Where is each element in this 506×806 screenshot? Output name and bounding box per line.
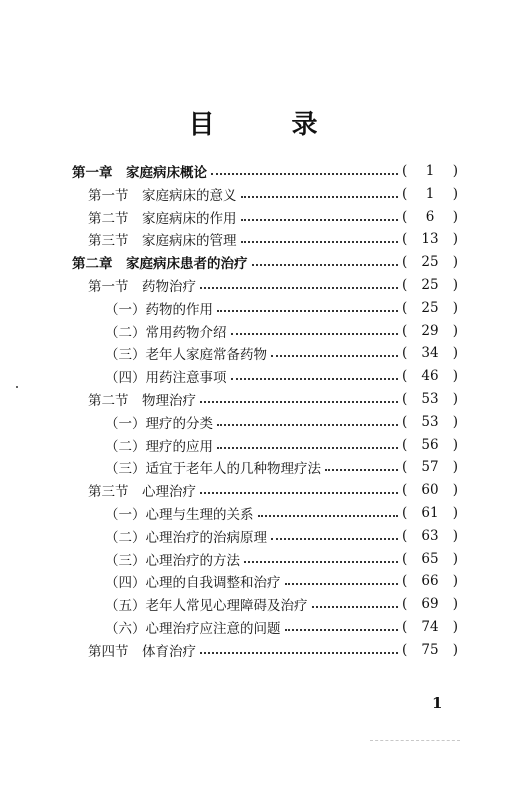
dot-leader <box>217 447 398 449</box>
open-paren: ( <box>402 436 408 453</box>
toc-entry-page-ref <box>402 231 458 247</box>
toc-entry-label: 第三节 家庭病床的管理 <box>88 233 237 250</box>
toc-entry-page-ref <box>402 482 458 498</box>
close-paren: ) <box>452 413 458 430</box>
dot-leader <box>325 469 398 471</box>
open-paren: ( <box>402 322 408 339</box>
close-paren: ) <box>452 163 458 179</box>
open-paren: ( <box>402 299 408 316</box>
toc-chapter-entry <box>72 251 458 273</box>
toc-entry-page-ref <box>402 596 458 612</box>
toc-entry-page-number: 69 <box>421 596 439 613</box>
toc-subsection-entry <box>105 456 458 478</box>
toc-subsection-entry <box>105 570 458 592</box>
open-paren: ( <box>402 641 408 658</box>
open-paren: ( <box>402 527 408 544</box>
toc-entry-page-number: 61 <box>421 505 439 521</box>
dot-leader <box>217 424 398 426</box>
toc-entry-page-number: 66 <box>421 573 439 590</box>
toc-section-entry <box>88 183 458 205</box>
close-paren: ) <box>452 505 458 521</box>
dot-leader <box>200 401 398 403</box>
toc-entry-page-ref <box>402 277 458 293</box>
toc-entry-page-ref <box>402 414 458 430</box>
toc-section-entry <box>88 388 458 410</box>
toc-subsection-entry <box>105 365 458 387</box>
toc-entry-label: （二）心理治疗的治病原理 <box>105 529 267 546</box>
open-paren: ( <box>402 208 408 225</box>
toc-subsection-entry <box>105 593 458 615</box>
toc-entry-label: 第四节 体育治疗 <box>88 643 196 660</box>
open-paren: ( <box>402 619 408 635</box>
open-paren: ( <box>402 459 408 476</box>
toc-entry-label: （三）心理治疗的方法 <box>105 552 240 569</box>
toc-entry-page-ref <box>402 437 458 453</box>
toc-entry-page-ref <box>402 573 458 589</box>
dot-leader <box>231 378 399 380</box>
toc-entry-label: （一）药物的作用 <box>105 301 213 318</box>
dot-leader <box>211 173 398 175</box>
open-paren: ( <box>402 231 408 248</box>
toc-entry-label: 第一节 家庭病床的意义 <box>88 187 237 204</box>
open-paren: ( <box>402 550 408 567</box>
toc-entry-page-number: 74 <box>421 619 439 635</box>
toc-subsection-entry <box>105 525 458 547</box>
close-paren: ) <box>452 619 458 635</box>
toc-entry-page-number: 53 <box>421 413 439 430</box>
dot-leader <box>271 538 398 540</box>
open-paren: ( <box>402 254 408 271</box>
dot-leader <box>217 310 398 312</box>
toc-subsection-entry <box>105 548 458 570</box>
close-paren: ) <box>452 573 458 590</box>
toc-entry-page-ref <box>402 300 458 316</box>
toc-subsection-entry <box>105 502 458 524</box>
toc-entry-page-number: 75 <box>421 641 439 658</box>
toc-entry-page-number: 57 <box>421 459 439 476</box>
toc-entry-label: （四）心理的自我调整和治疗 <box>105 575 281 592</box>
open-paren: ( <box>402 185 408 202</box>
toc-entry-page-number: 13 <box>421 231 439 248</box>
dot-leader <box>258 515 399 517</box>
toc-subsection-entry <box>105 616 458 638</box>
toc-entry-page-number: 56 <box>421 436 439 453</box>
toc-entry-page-number: 29 <box>421 322 439 339</box>
toc-entry-label: 第二章 家庭病床患者的治疗 <box>72 256 248 273</box>
toc-section-entry <box>88 639 458 661</box>
close-paren: ) <box>452 231 458 248</box>
toc-entry-label: （二）常用药物介绍 <box>105 324 227 341</box>
close-paren: ) <box>452 254 458 271</box>
toc-subsection-entry <box>105 342 458 364</box>
open-paren: ( <box>402 368 408 385</box>
open-paren: ( <box>402 505 408 521</box>
toc-entry-label: （三）老年人家庭常备药物 <box>105 347 267 364</box>
toc-entry-page-number: 1 <box>425 163 435 179</box>
toc-entry-label: （六）心理治疗应注意的问题 <box>105 621 281 637</box>
dot-leader <box>285 583 399 585</box>
toc-entry-page-ref <box>402 254 458 270</box>
toc-entry-page-ref <box>402 459 458 475</box>
close-paren: ) <box>452 368 458 385</box>
dot-leader <box>241 196 399 198</box>
toc-entry-page-ref <box>402 186 458 202</box>
close-paren: ) <box>452 641 458 658</box>
toc-entry-page-number: 25 <box>421 254 439 271</box>
open-paren: ( <box>402 163 408 179</box>
toc-entry-label: 第二节 物理治疗 <box>88 393 196 409</box>
toc-entry-page-ref <box>402 391 458 407</box>
toc-subsection-entry <box>105 297 458 319</box>
dot-leader <box>285 629 399 631</box>
close-paren: ) <box>452 436 458 453</box>
toc-entry-page-ref <box>402 209 458 225</box>
open-paren: ( <box>402 482 408 499</box>
close-paren: ) <box>452 482 458 499</box>
dot-leader <box>231 333 399 335</box>
dot-leader <box>200 287 398 289</box>
toc-entry-page-number: 6 <box>425 208 435 225</box>
toc-entry-page-ref <box>402 368 458 384</box>
close-paren: ) <box>452 345 458 362</box>
dot-leader <box>244 561 398 563</box>
toc-entry-page-ref <box>402 345 458 361</box>
toc-entry-label: （五）老年人常见心理障碍及治疗 <box>105 598 308 615</box>
open-paren: ( <box>402 573 408 590</box>
open-paren: ( <box>402 413 408 430</box>
close-paren: ) <box>452 299 458 316</box>
toc-section-entry <box>88 274 458 296</box>
dot-leader <box>241 219 399 221</box>
scan-artifact-line <box>370 740 460 741</box>
close-paren: ) <box>452 391 458 407</box>
toc-subsection-entry <box>105 411 458 433</box>
toc-entry-label: （四）用药注意事项 <box>105 370 227 387</box>
toc-entry-label: 第一章 家庭病床概论 <box>72 165 207 181</box>
close-paren: ) <box>452 208 458 225</box>
toc-subsection-entry <box>105 320 458 342</box>
close-paren: ) <box>452 550 458 567</box>
toc-entry-page-number: 65 <box>421 550 439 567</box>
toc-entry-page-number: 60 <box>421 482 439 499</box>
close-paren: ) <box>452 185 458 202</box>
toc-section-entry <box>88 228 458 250</box>
toc-entry-page-number: 63 <box>421 527 439 544</box>
dot-leader <box>200 652 398 654</box>
toc-entry-page-ref <box>402 528 458 544</box>
toc-entry-label: （一）理疗的分类 <box>105 415 213 432</box>
dot-leader <box>200 492 398 494</box>
toc-entry-label: （一）心理与生理的关系 <box>105 507 254 523</box>
close-paren: ) <box>452 459 458 476</box>
toc-chapter-entry <box>72 160 458 182</box>
toc-entry-label: （二）理疗的应用 <box>105 438 213 455</box>
close-paren: ) <box>452 596 458 613</box>
close-paren: ) <box>452 527 458 544</box>
dot-leader <box>312 606 399 608</box>
toc-entry-page-number: 53 <box>421 391 439 407</box>
toc-entry-label: 第一节 药物治疗 <box>88 279 196 295</box>
toc-subsection-entry <box>105 434 458 456</box>
toc-entry-label: 第三节 心理治疗 <box>88 484 196 501</box>
toc-entry-page-ref <box>402 505 458 521</box>
toc-entry-page-number: 46 <box>421 368 439 385</box>
toc-section-entry <box>88 206 458 228</box>
toc-entry-page-number: 25 <box>421 299 439 316</box>
toc-entry-page-number: 25 <box>421 277 439 293</box>
toc-entry-page-ref <box>402 619 458 635</box>
scan-speck <box>16 386 18 388</box>
open-paren: ( <box>402 391 408 407</box>
toc-entry-page-number: 1 <box>425 185 435 202</box>
close-paren: ) <box>452 277 458 293</box>
open-paren: ( <box>402 277 408 293</box>
dot-leader <box>252 264 399 266</box>
dot-leader <box>241 241 399 243</box>
close-paren: ) <box>452 322 458 339</box>
open-paren: ( <box>402 596 408 613</box>
toc-entry-label: 第二节 家庭病床的作用 <box>88 210 237 227</box>
open-paren: ( <box>402 345 408 362</box>
toc-entry-page-ref <box>402 163 458 179</box>
toc-section-entry <box>88 479 458 501</box>
toc-entry-label: （三）适宜于老年人的几种物理疗法 <box>105 461 321 478</box>
toc-entry-page-number: 34 <box>421 345 439 362</box>
toc-entry-page-ref <box>402 551 458 567</box>
page-number: 1 <box>432 694 443 712</box>
toc-entry-page-ref <box>402 642 458 658</box>
page-title: 目 录 <box>188 110 352 140</box>
dot-leader <box>271 355 398 357</box>
toc-entry-page-ref <box>402 323 458 339</box>
